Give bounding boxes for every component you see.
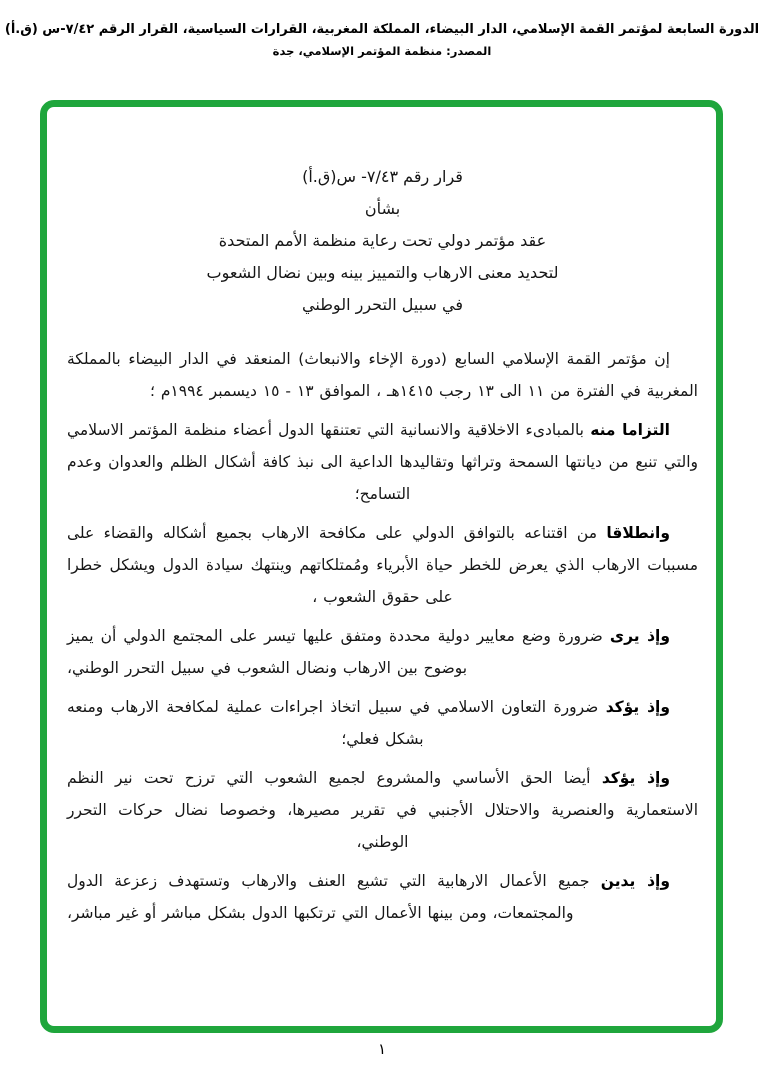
paragraph-lead: وانطلاقا [606, 524, 670, 542]
resolution-body [67, 343, 698, 929]
resolution-subject-line-1: عقد مؤتمر دولي تحت رعاية منظمة الأمم المتحدة [218, 231, 547, 250]
document-header [0, 22, 764, 58]
page-number: ١ [377, 1040, 387, 1058]
paragraph: إن مؤتمر القمة الإسلامي السابع (دورة الإخاء والانبعاث) المنعقد في الدار البيضاء بالمملكة المغربية في الفترة من ١١ الى ١٣ رجب ١٤١٥هـ ، الموافق ١٣ - ١٥ ديسمبر ١٩٩٤م ؛ [67, 350, 698, 400]
resolution-subject-line-3: في سبيل التحرر الوطني [302, 295, 463, 314]
green-border-frame [40, 100, 723, 1033]
paragraph: وانطلاقا من اقتناعه بالتوافق الدولي على مكافحة الارهاب بجميع أشكاله والقضاء على مسببات الارهاب الذي يعرض للخطر حياة الأبرياء ومُمتلكاتهم وينتهك سيادة الدول ويشكل خطرا على حقوق الشعوب ، [67, 524, 698, 606]
resolution-title-block [67, 161, 698, 321]
header-source-line: المصدر: منظمة المؤتمر الإسلامي، جدة [272, 44, 492, 58]
paragraph: التزاما منه بالمبادىء الاخلاقية والانسانية التي تعتنقها الدول أعضاء منظمة المؤتمر الاسلامي والتي تنبع من ديانتها السمحة وتراثها وتقاليدها الداعية الى نبذ كافة أشكال الظلم والعدوان وعدم التسامح؛ [67, 421, 698, 503]
resolution-regarding: بشأن [364, 199, 401, 218]
paragraph: وإذ يؤكد ضرورة التعاون الاسلامي في سبيل اتخاذ اجراءات عملية لمكافحة الارهاب ومنعه بشكل فعلي؛ [67, 698, 670, 748]
paragraph: وإذ يؤكد أيضا الحق الأساسي والمشروع لجميع الشعوب التي ترزح تحت نير النظم الاستعمارية والعنصرية والاحتلال الأجنبي في تقرير مصيرها، وخصوصا نضال حركات التحرر الوطني، [67, 769, 698, 851]
paragraph-lead: التزاما منه [590, 421, 670, 439]
paragraph-lead: وإذ يدين [600, 872, 670, 890]
resolution-subject-line-2: لتحديد معنى الارهاب والتمييز بينه وبين نضال الشعوب [206, 263, 559, 282]
paragraph-lead: وإذ يرى [609, 627, 671, 645]
paragraph-lead: وإذ يؤكد [601, 769, 670, 787]
paragraph-lead: وإذ يؤكد [605, 698, 670, 716]
paragraph: وإذ يرى ضرورة وضع معايير دولية محددة ومتفق عليها تيسر على المجتمع الدولي أن يميز بوضوح بين الارهاب ونضال الشعوب في سبيل التحرر الوطني، [67, 627, 671, 677]
paragraph: وإذ يدين جميع الأعمال الارهابية التي تشيع العنف والارهاب وتستهدف زعزعة الدول والمجتمعات، ومن بينها الأعمال التي ترتكبها الدول بشكل مباشر أو غير مباشر، [67, 872, 670, 922]
resolution-number: قرار رقم ٧/٤٣- س(ق.أ) [302, 167, 463, 186]
header-citation-line: الدورة السابعة لمؤتمر القمة الإسلامي، الدار البيضاء، المملكة المغربية، القرارات السياسية، القرار الرقم ٧/٤٢-س (ق.أ) [4, 22, 760, 37]
